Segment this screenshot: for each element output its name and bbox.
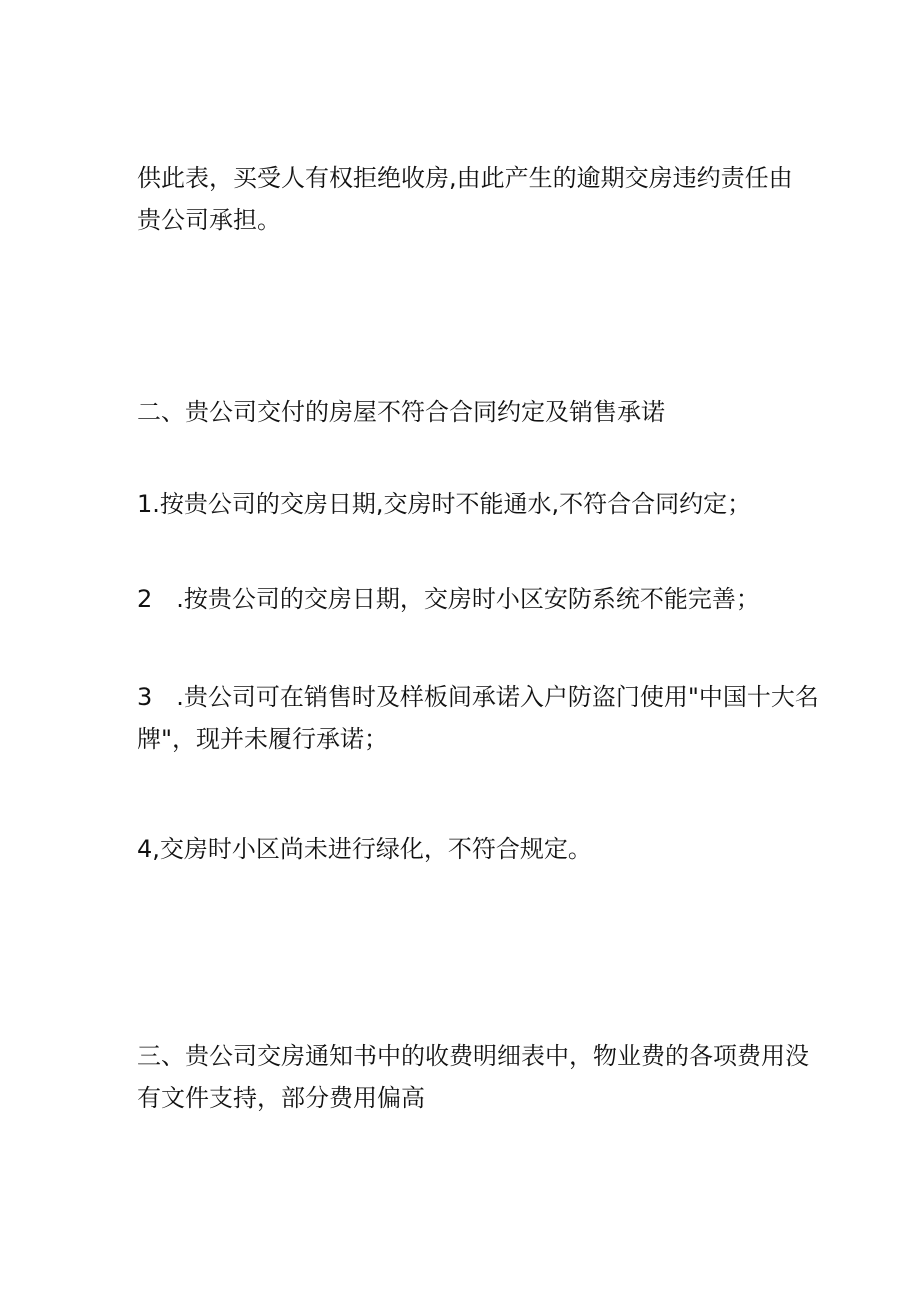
list-item-3 (137, 676, 819, 760)
text-line: 三、贵公司交房通知书中的收费明细表中，物业费的各项费用没 (137, 1042, 809, 1070)
text-line: 2 .按贵公司的交房日期，交房时小区安防系统不能完善； (137, 585, 760, 613)
text-line: 4,交房时小区尚未进行绿化，不符合规定。 (137, 835, 592, 863)
text-line: 供此表，买受人有权拒绝收房,由此产生的逾期交房违约责任由 (137, 164, 793, 192)
text-line: 二、贵公司交付的房屋不符合合同约定及销售承诺 (137, 398, 665, 426)
section-heading-three (137, 1035, 809, 1119)
text-line: 有文件支持，部分费用偏高 (137, 1084, 425, 1112)
list-item-2 (137, 578, 797, 620)
text-line: 3 .贵公司可在销售时及样板间承诺入户防盗门使用"中国十大名 (137, 683, 819, 711)
text-line: 1.按贵公司的交房日期,交房时不能通水,不符合合同约定； (137, 490, 752, 518)
list-item-4 (137, 828, 797, 870)
text-line: 牌"，现并未履行承诺； (137, 725, 389, 753)
list-item-1 (137, 483, 797, 525)
section-heading-two (137, 391, 797, 433)
text-line: 贵公司承担。 (137, 206, 281, 234)
paragraph-refuse-acceptance (137, 157, 797, 241)
